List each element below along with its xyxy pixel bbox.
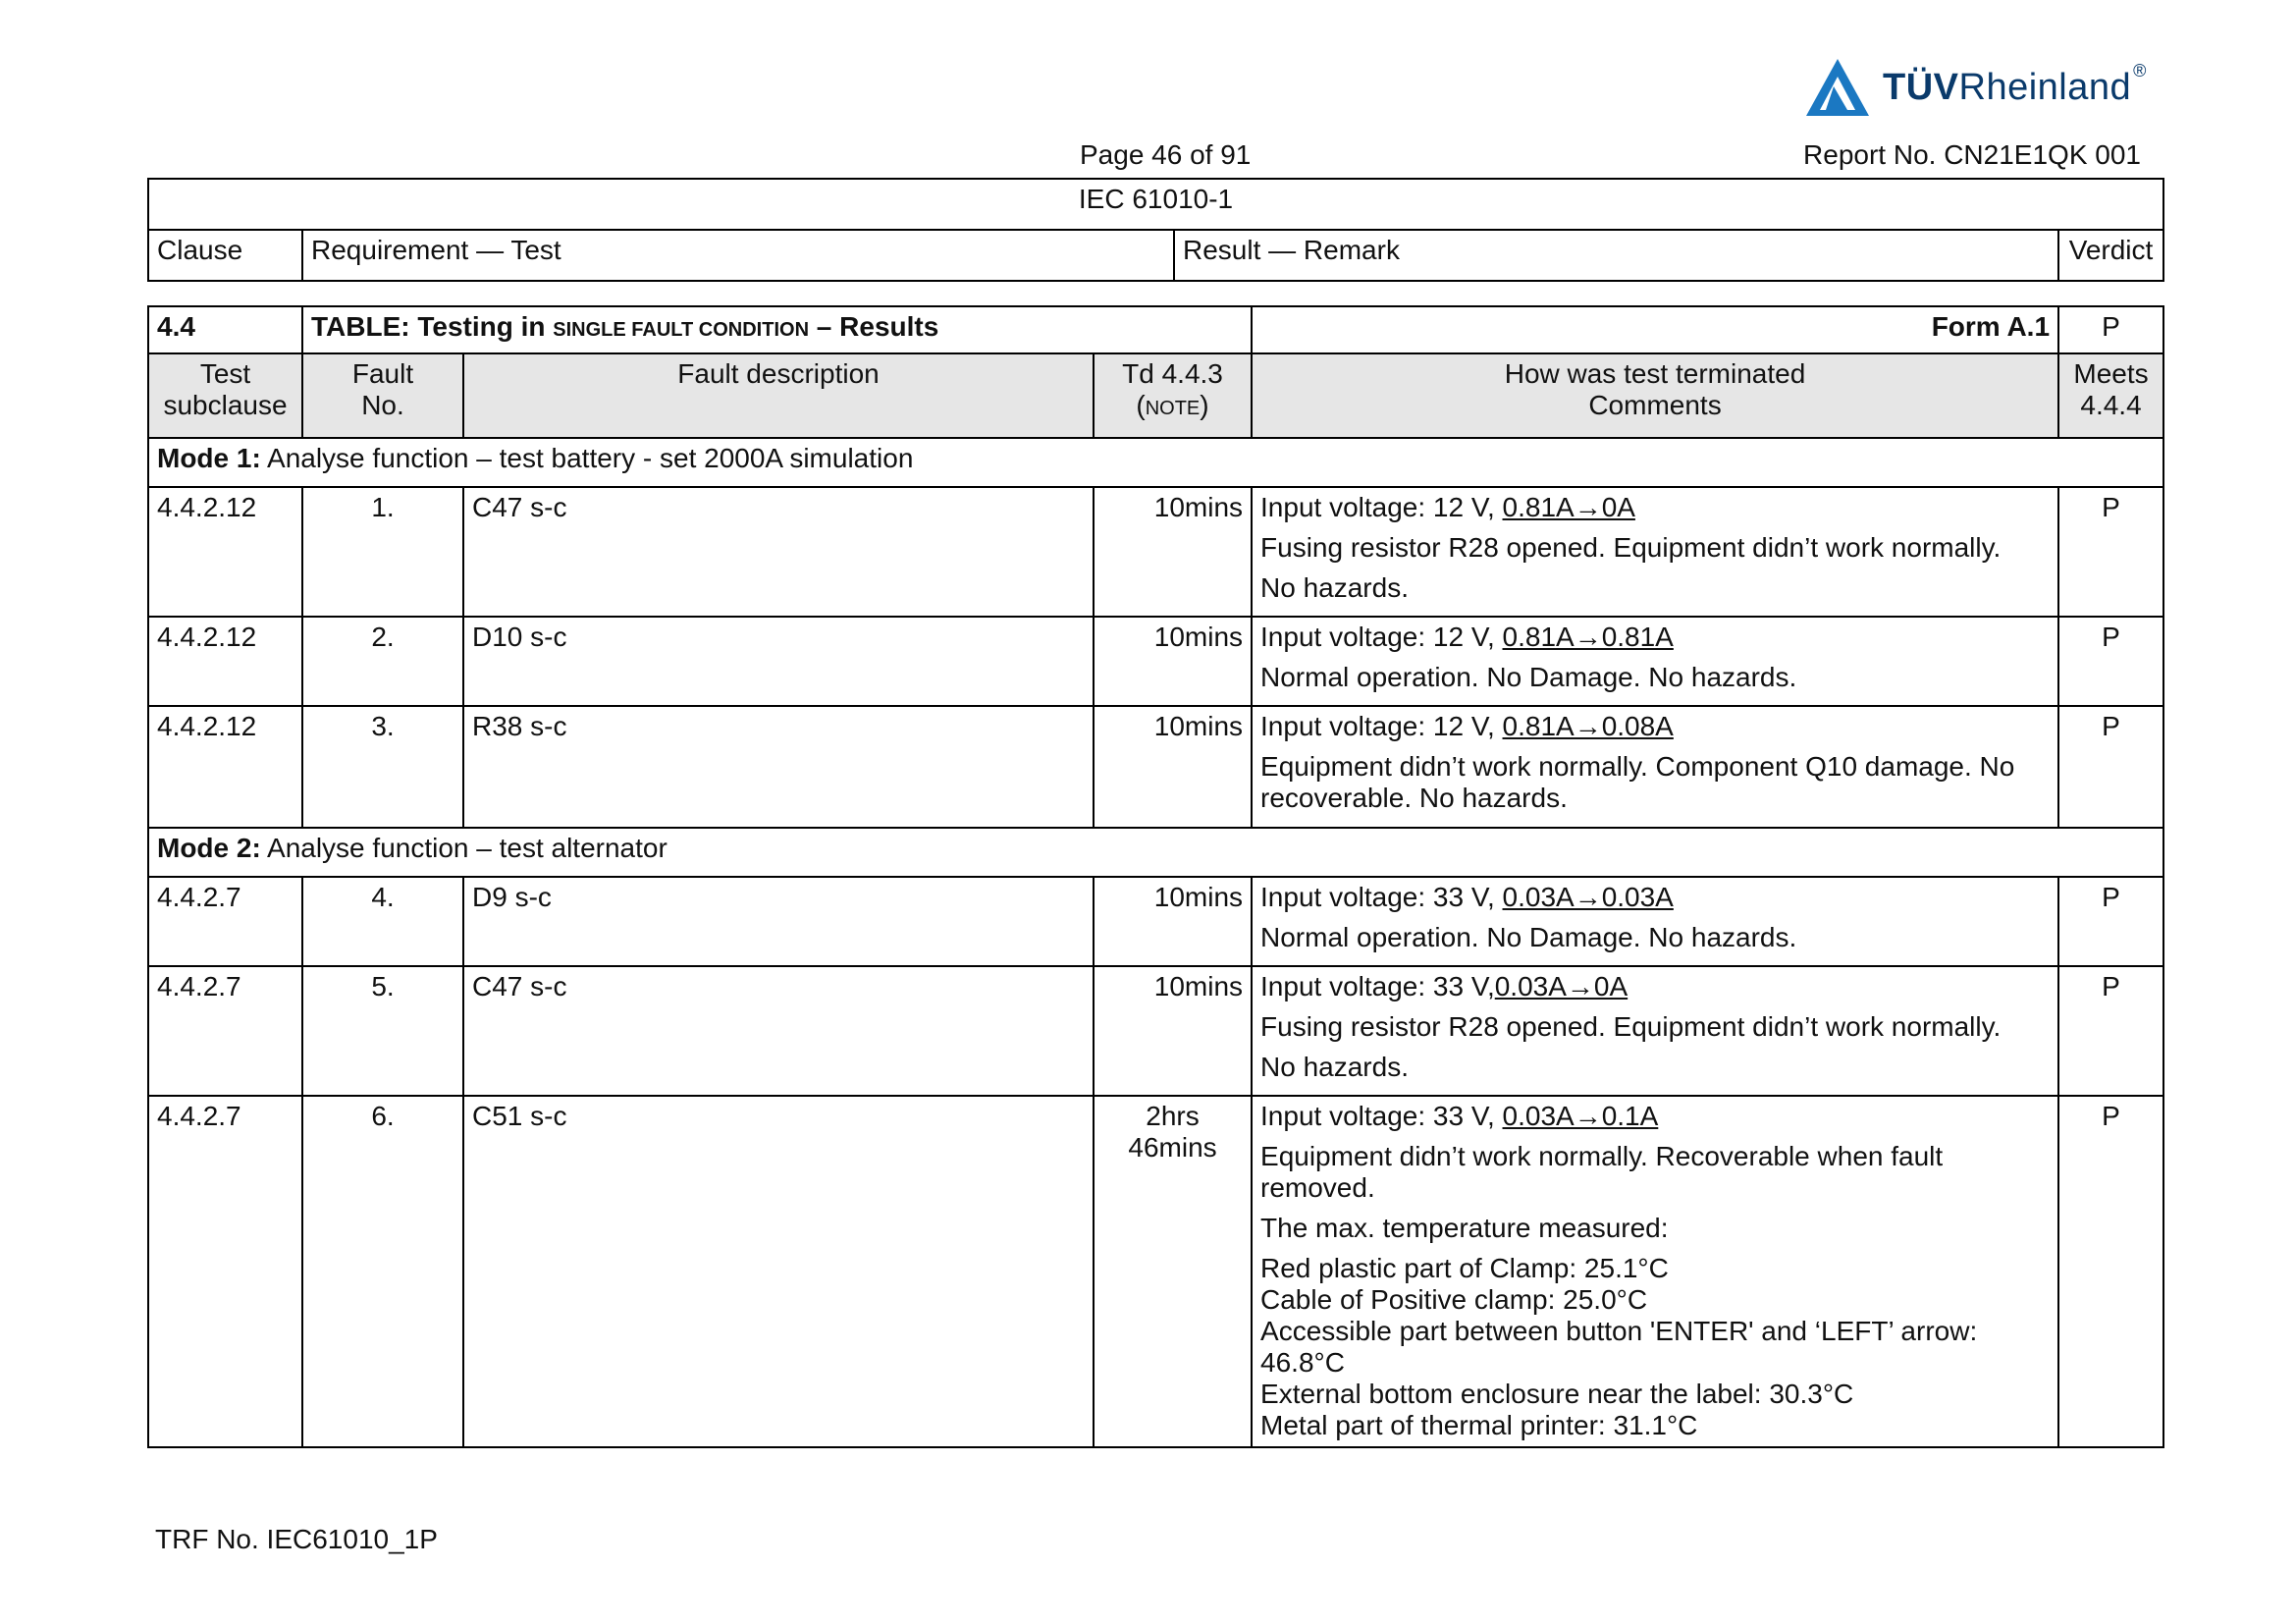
standard-title: IEC 61010-1	[148, 179, 2163, 230]
table-row: 4.4.2.7 6. C51 s-c 2hrs 46mins Input voltage: 33 V, 0.03A→0.1A Equipment didn’t work normally. Recoverable when fault removed. The max. temperature measured: Red plastic part of Clamp: 25.1°C Cable of Positive clamp: 25.0°C Accessible part between button 'ENTER' and ‘LEFT’ arrow: 46.8°C External bottom enclosure near the label: 30.3°C Metal part of thermal printer: 31.1°C P	[148, 1096, 2163, 1447]
fault-results-table	[147, 305, 2164, 1448]
table-row: 4.4.2.12 3. R38 s-c 10mins Input voltage: 12 V, 0.81A→0.08A Equipment didn’t work normally. Component Q10 damage. No recoverable. No hazards. P	[148, 706, 2163, 828]
mode-2-row: Mode 2: Analyse function – test alternator	[148, 828, 2163, 877]
comment-cell: Input voltage: 33 V, 0.03A→0.1A Equipment didn’t work normally. Recoverable when fault removed. The max. temperature measured: Red plastic part of Clamp: 25.1°C Cable of Positive clamp: 25.0°C Accessible part between button 'ENTER' and ‘LEFT’ arrow: 46.8°C External bottom enclosure near the label: 30.3°C Metal part of thermal printer: 31.1°C	[1252, 1096, 2058, 1447]
header-fault-no: Fault No.	[302, 353, 463, 438]
header-td: Td 4.4.3 (NOTE)	[1094, 353, 1252, 438]
col-result: Result — Remark	[1174, 230, 2058, 281]
table-row: 4.4.2.7 5. C47 s-c 10mins Input voltage: 33 V,0.03A→0A Fusing resistor R28 opened. Equipment didn’t work normally. No hazards. P	[148, 966, 2163, 1096]
col-verdict: Verdict	[2058, 230, 2163, 281]
table-row: 4.4.2.7 4. D9 s-c 10mins Input voltage: 33 V, 0.03A→0.03A Normal operation. No Damage. No hazards. P	[148, 877, 2163, 966]
comment-cell: Input voltage: 12 V, 0.81A→0A Fusing resistor R28 opened. Equipment didn’t work normally. No hazards.	[1252, 487, 2058, 617]
table-title: TABLE: Testing in SINGLE FAULT CONDITION – Results	[302, 306, 1252, 353]
col-clause: Clause	[148, 230, 302, 281]
comment-cell: Input voltage: 33 V, 0.03A→0.03A Normal operation. No Damage. No hazards.	[1252, 877, 2058, 966]
trf-number: TRF No. IEC61010_1P	[155, 1524, 438, 1554]
comment-cell: Input voltage: 12 V, 0.81A→0.08A Equipment didn’t work normally. Component Q10 damage. No recoverable. No hazards.	[1252, 706, 2058, 828]
col-requirement: Requirement — Test	[302, 230, 1174, 281]
standard-header-table	[147, 178, 2164, 282]
header-meets: Meets 4.4.4	[2058, 353, 2163, 438]
mode-1-row: Mode 1: Analyse function – test battery - set 2000A simulation	[148, 438, 2163, 487]
table-row: 4.4.2.12 2. D10 s-c 10mins Input voltage: 12 V, 0.81A→0.81A Normal operation. No Damage. No hazards. P	[148, 617, 2163, 706]
report-number: Report No. CN21E1QK 001	[1803, 139, 2141, 170]
comment-cell: Input voltage: 12 V, 0.81A→0.81A Normal operation. No Damage. No hazards.	[1252, 617, 2058, 706]
triangle-logo-icon	[1804, 57, 1871, 118]
tuv-logo	[1804, 51, 2147, 124]
header-test-subclause: Test subclause	[148, 353, 302, 438]
comment-cell: Input voltage: 33 V,0.03A→0A Fusing resistor R28 opened. Equipment didn’t work normally. No hazards.	[1252, 966, 2058, 1096]
table-row: 4.4.2.12 1. C47 s-c 10mins Input voltage: 12 V, 0.81A→0A Fusing resistor R28 opened. Equipment didn’t work normally. No hazards. P	[148, 487, 2163, 617]
header-fault-description: Fault description	[463, 353, 1094, 438]
header-how-terminated: How was test terminated Comments	[1252, 353, 2058, 438]
temperature-list: Red plastic part of Clamp: 25.1°C Cable of Positive clamp: 25.0°C Accessible part between button 'ENTER' and ‘LEFT’ arrow: 46.8°C External bottom enclosure near the label: 30.3°C Metal part of thermal printer: 31.1°C	[1260, 1253, 1978, 1440]
table-clause: 4.4	[148, 306, 302, 353]
logo-text: TÜVRheinland ®	[1883, 60, 2147, 108]
table-verdict: P	[2058, 306, 2163, 353]
page-number: Page 46 of 91	[1080, 139, 1252, 170]
form-label: Form A.1	[1252, 306, 2058, 353]
